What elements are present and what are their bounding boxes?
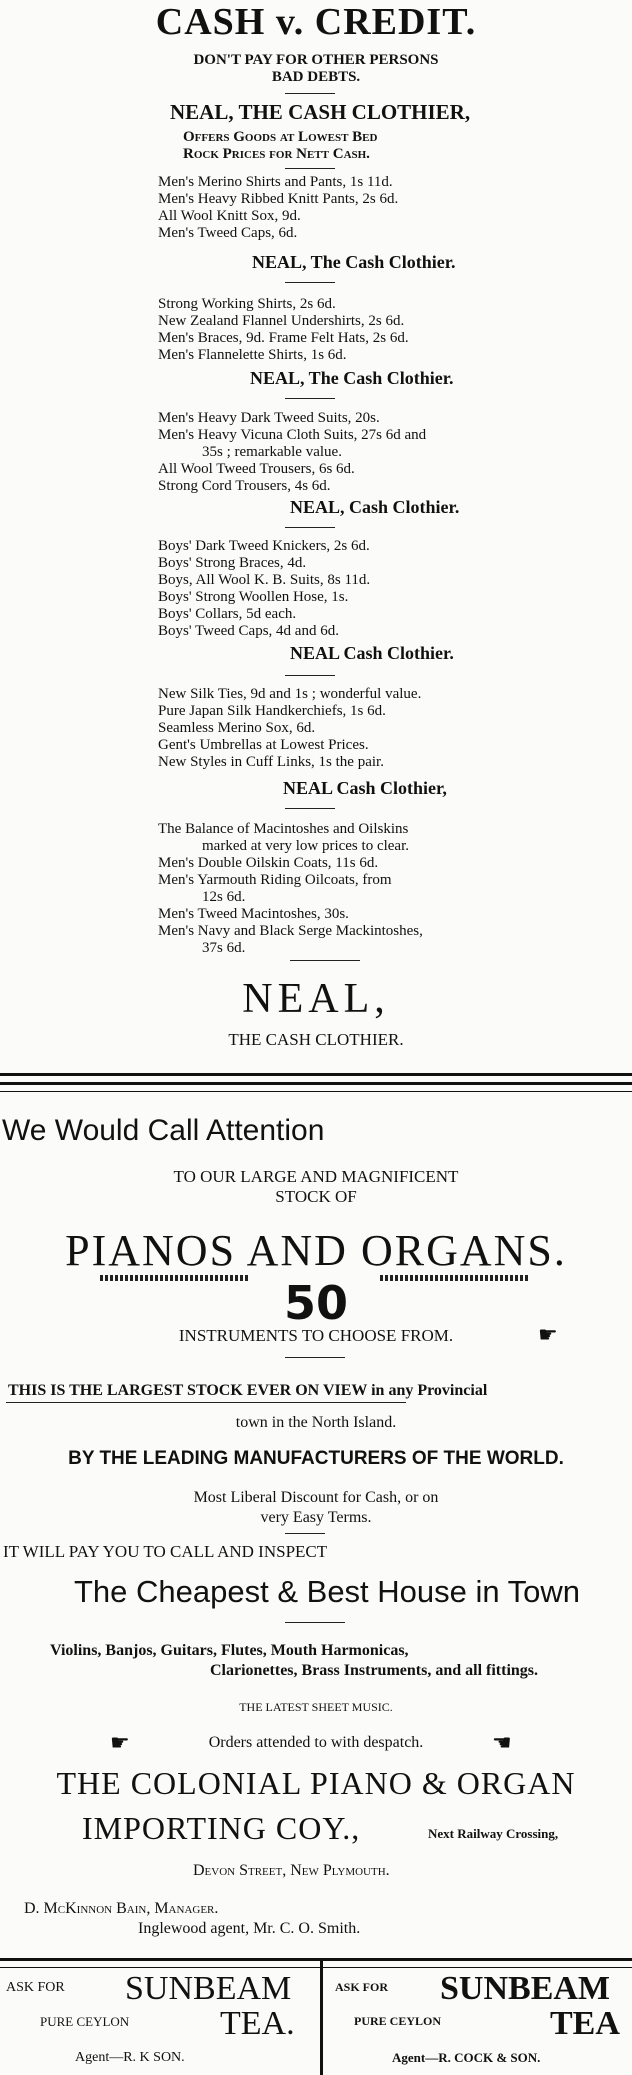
- ad2-instruments: INSTRUMENTS TO CHOOSE FROM.: [178, 1326, 454, 1345]
- list-item: New Zealand Flannel Undershirts, 2s 6d.: [158, 313, 405, 329]
- list-item: 12s 6d.: [202, 889, 246, 905]
- ad3-agent: Agent—R. K SON.: [75, 2050, 185, 2065]
- double-rule: [0, 1082, 632, 1092]
- ad3-ask: ASK FOR: [6, 1980, 65, 1995]
- list-item: 37s 6d.: [202, 940, 246, 956]
- divider: [285, 1533, 325, 1534]
- list-item: Men's Double Oilskin Coats, 11s 6d.: [158, 855, 379, 871]
- list-item: Boys' Strong Braces, 4d.: [158, 555, 307, 571]
- divider: [285, 1357, 345, 1358]
- list-item: Pure Japan Silk Handkerchiefs, 1s 6d.: [158, 703, 386, 719]
- ad2-colonial-1: THE COLONIAL PIANO & ORGAN: [56, 1765, 576, 1801]
- divider: [285, 282, 335, 283]
- ad2-largest: THIS IS THE LARGEST STOCK EVER ON VIEW in any Provincial: [8, 1382, 488, 1399]
- list-item: Seamless Merino Sox, 6d.: [158, 720, 316, 736]
- list-item: The Balance of Macintoshes and Oilskins: [158, 821, 409, 837]
- list-item: 35s ; remarkable value.: [202, 444, 342, 460]
- list-item: Men's Tweed Macintoshes, 30s.: [158, 906, 349, 922]
- section-1-list: [158, 174, 398, 242]
- section-4-list: [158, 538, 370, 640]
- section-3-list: [158, 410, 426, 495]
- list-item: marked at very low prices to clear.: [202, 838, 409, 854]
- list-item: Men's Heavy Dark Tweed Suits, 20s.: [158, 410, 380, 426]
- list-item: Men's Tweed Caps, 6d.: [158, 225, 298, 241]
- list-item: All Wool Knitt Sox, 9d.: [158, 208, 301, 224]
- ad2-cheapest: The Cheapest & Best House in Town: [74, 1574, 581, 1609]
- ad1-signature: NEAL,: [242, 976, 390, 1022]
- list-item: Boys, All Wool K. B. Suits, 8s 11d.: [158, 572, 371, 588]
- list-item: Men's Navy and Black Serge Mackintoshes,: [158, 923, 423, 939]
- ad2-colonial-2: IMPORTING COY.,: [82, 1810, 361, 1846]
- list-item: Gent's Umbrellas at Lowest Prices.: [158, 737, 369, 753]
- ad2-number: 50: [283, 1276, 348, 1330]
- ad1-name-line: NEAL, THE CASH CLOTHIER,: [170, 100, 471, 124]
- ad1-offer-1: Offers Goods at Lowest Bed: [183, 129, 378, 145]
- divider: [285, 675, 335, 676]
- section-2-heading: NEAL, The Cash Clothier.: [252, 252, 456, 272]
- ad2-violins-1: Violins, Banjos, Guitars, Flutes, Mouth Harmonicas,: [50, 1642, 409, 1659]
- ad3-pure: PURE CEYLON: [40, 2014, 130, 2029]
- double-rule: [0, 1958, 632, 1968]
- list-item: New Styles in Cuff Links, 1s the pair.: [158, 754, 384, 770]
- ad1-subhead-2: BAD DEBTS.: [271, 69, 361, 85]
- divider: [285, 398, 335, 399]
- list-item: Men's Heavy Vicuna Cloth Suits, 27s 6d and: [158, 427, 427, 443]
- list-item: All Wool Tweed Trousers, 6s 6d.: [158, 461, 355, 477]
- divider: [290, 960, 360, 961]
- divider: [285, 168, 335, 169]
- list-item: Boys' Strong Woollen Hose, 1s.: [158, 589, 349, 605]
- ad2-pay: IT WILL PAY YOU TO CALL AND INSPECT: [3, 1542, 328, 1561]
- divider: [285, 1622, 345, 1623]
- divider: [285, 527, 335, 528]
- list-item: Men's Heavy Ribbed Knitt Pants, 2s 6d.: [158, 191, 399, 207]
- ad2-agent: Inglewood agent, Mr. C. O. Smith.: [138, 1920, 361, 1937]
- section-3-heading: NEAL, The Cash Clothier.: [250, 368, 454, 388]
- ad2-violins-2: Clarionettes, Brass Instruments, and all fittings.: [210, 1662, 539, 1679]
- list-item: Men's Yarmouth Riding Oilcoats, from: [158, 872, 392, 888]
- ad4-pure: PURE CEYLON: [354, 2014, 442, 2028]
- list-item: Boys' Collars, 5d each.: [158, 606, 297, 622]
- list-item: Strong Working Shirts, 2s 6d.: [158, 296, 336, 312]
- ad2-line-2: TO OUR LARGE AND MAGNIFICENT: [173, 1167, 459, 1186]
- column-divider: [320, 1958, 323, 2075]
- ad2-latest: THE LATEST SHEET MUSIC.: [239, 1700, 393, 1714]
- hand-pointer-icon: ☛: [538, 1322, 558, 1347]
- ad2-line-3: STOCK OF: [275, 1187, 357, 1206]
- ad2-orders: Orders attended to with despatch.: [208, 1734, 424, 1751]
- ad2-discount-2: very Easy Terms.: [260, 1509, 372, 1526]
- ad4-agent: Agent—R. COCK & SON.: [392, 2050, 541, 2065]
- section-6-list: [158, 821, 423, 957]
- hand-pointer-left-icon: ☛: [110, 1730, 130, 1755]
- list-item: Boys' Tweed Caps, 4d and 6d.: [158, 623, 339, 639]
- ad2-crossing: Next Railway Crossing,: [428, 1826, 559, 1841]
- ad3-tea: TEA.: [220, 2005, 295, 2042]
- divider: [285, 93, 335, 94]
- ad2-devon: Devon Street, New Plymouth.: [193, 1862, 390, 1879]
- ad2-intro: We Would Call Attention: [2, 1114, 325, 1147]
- ad2-manager: D. McKinnon Bain, Manager.: [24, 1900, 219, 1917]
- list-item: Strong Cord Trousers, 4s 6d.: [158, 478, 331, 494]
- section-2-list: [158, 296, 409, 364]
- ad4-ask: ASK FOR: [335, 1980, 389, 1994]
- section-5-heading: NEAL Cash Clothier.: [290, 643, 454, 663]
- hand-pointer-right-icon: ☚: [492, 1730, 512, 1755]
- underline: [6, 1402, 406, 1403]
- ad1-signature-sub: THE CASH CLOTHIER.: [228, 1030, 404, 1049]
- section-6-heading: NEAL Cash Clothier,: [283, 778, 447, 798]
- ad2-leading: BY THE LEADING MANUFACTURERS OF THE WORLD.: [68, 1448, 564, 1469]
- list-item: Men's Merino Shirts and Pants, 1s 11d.: [158, 174, 393, 190]
- ad4-brand: SUNBEAM: [440, 1970, 611, 2007]
- list-item: Boys' Dark Tweed Knickers, 2s 6d.: [158, 538, 370, 554]
- list-item: New Silk Ties, 9d and 1s ; wonderful value.: [158, 686, 422, 702]
- ad1-offer-2: Rock Prices for Nett Cash.: [183, 146, 370, 162]
- section-4-heading: NEAL, Cash Clothier.: [290, 497, 460, 517]
- ad1-subhead-1: DON'T PAY FOR OTHER PERSONS: [193, 52, 439, 68]
- ad2-title: PIANOS AND ORGANS.: [65, 1226, 567, 1275]
- list-item: Men's Flannelette Shirts, 1s 6d.: [158, 347, 347, 363]
- ad1-headline: CASH v. CREDIT.: [155, 1, 477, 43]
- ad3-brand: SUNBEAM: [125, 1970, 292, 2007]
- section-5-list: [158, 686, 421, 771]
- divider: [285, 808, 335, 809]
- list-item: Men's Braces, 9d. Frame Felt Hats, 2s 6d.: [158, 330, 409, 346]
- ad2-town: town in the North Island.: [235, 1414, 397, 1431]
- ad4-tea: TEA: [550, 2005, 620, 2042]
- ad2-discount-1: Most Liberal Discount for Cash, or on: [193, 1489, 439, 1506]
